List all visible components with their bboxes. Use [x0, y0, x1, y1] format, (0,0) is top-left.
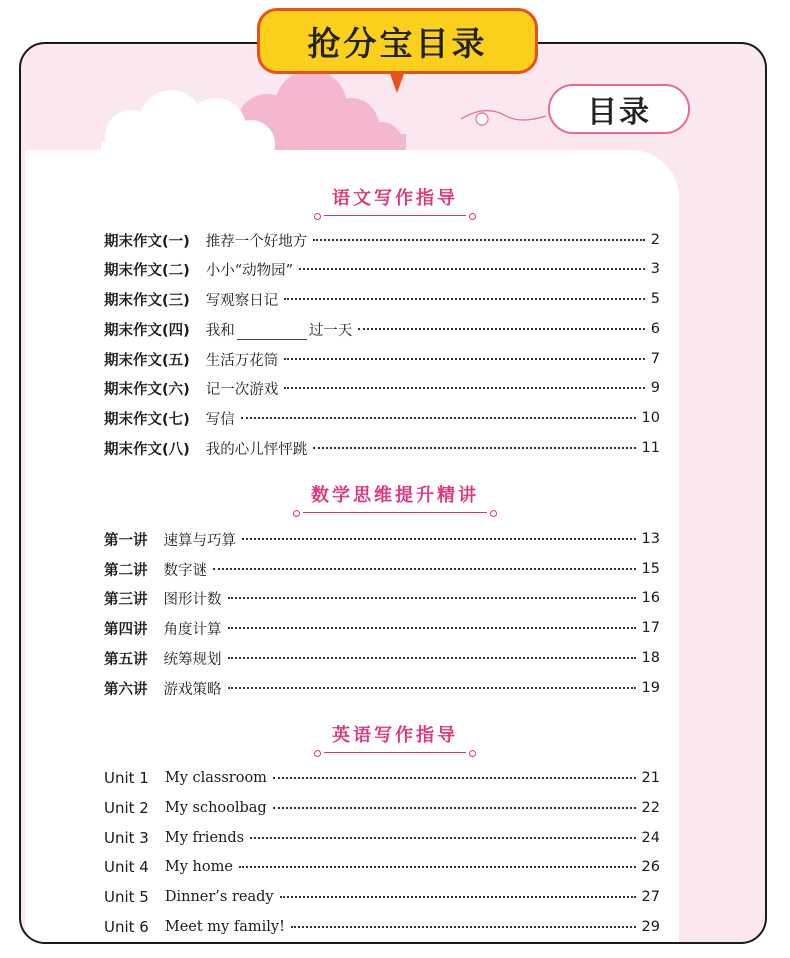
- entry-title: 写观察日记: [205, 292, 279, 309]
- entry-title: 角度计算: [163, 621, 222, 638]
- dot-leader: [239, 866, 636, 868]
- entry-label: 第一讲: [104, 532, 148, 549]
- entry-label: 期末作文(一): [104, 233, 190, 250]
- section-title-english-writing: 英语写作指导: [0, 721, 790, 753]
- entry-page: 13: [641, 531, 660, 547]
- dot-leader: [358, 328, 645, 330]
- dot-leader: [213, 568, 636, 570]
- toc-entry[interactable]: [104, 348, 660, 370]
- entry-title: 推荐一个好地方: [205, 233, 308, 250]
- dot-leader: [228, 597, 636, 599]
- entry-page: 26: [641, 859, 660, 875]
- banner-title: 抢分宝目录: [257, 8, 538, 74]
- entry-page: 3: [650, 261, 660, 277]
- entry-title: Meet my family!: [164, 919, 285, 935]
- toc-entry[interactable]: [104, 437, 660, 459]
- entry-label: 第三讲: [104, 591, 148, 608]
- toc-entry[interactable]: [104, 916, 660, 938]
- entry-page: 22: [641, 800, 660, 816]
- dot-leader: [228, 627, 636, 629]
- entry-page: 17: [641, 620, 660, 636]
- dot-leader: [242, 538, 636, 540]
- banner-pointer: [389, 71, 405, 93]
- dot-leader: [313, 447, 635, 449]
- entry-label: 第二讲: [104, 562, 148, 579]
- dot-leader: [284, 298, 645, 300]
- toc-entry[interactable]: [104, 229, 660, 251]
- entry-label: 期末作文(七): [104, 411, 190, 428]
- entry-page: 10: [641, 410, 660, 426]
- entry-label: Unit 1: [104, 769, 149, 787]
- entry-page: 18: [641, 650, 660, 666]
- toc-entry[interactable]: [104, 617, 660, 639]
- entry-label: 期末作文(四): [104, 322, 190, 339]
- entry-page: 19: [641, 680, 660, 696]
- toc-entry[interactable]: [104, 647, 660, 669]
- entry-title: 写信: [205, 411, 235, 428]
- entry-label: Unit 3: [104, 829, 149, 847]
- toc-entry[interactable]: [104, 558, 660, 580]
- dot-leader: [228, 687, 636, 689]
- entry-label: Unit 2: [104, 799, 149, 817]
- entry-title: My home: [164, 859, 233, 875]
- entry-title: My friends: [164, 830, 245, 846]
- entry-page: 6: [650, 321, 660, 337]
- entry-label: 期末作文(六): [104, 381, 190, 398]
- dot-leader: [291, 926, 636, 928]
- entry-page: 9: [650, 380, 660, 396]
- entry-page: 7: [650, 351, 660, 367]
- entry-title: 图形计数: [163, 591, 222, 608]
- entry-page: 2: [650, 232, 660, 248]
- toc-entry[interactable]: [104, 767, 660, 789]
- dot-leader: [280, 896, 636, 898]
- toc-entry[interactable]: [104, 886, 660, 908]
- dot-leader: [250, 837, 635, 839]
- dot-leader: [241, 417, 636, 419]
- toc-entry[interactable]: [104, 856, 660, 878]
- toc-entry[interactable]: [104, 797, 660, 819]
- entry-title: 游戏策略: [163, 681, 222, 698]
- dot-leader: [284, 358, 645, 360]
- dot-leader: [273, 807, 636, 809]
- dot-leader: [313, 239, 645, 241]
- entry-label: Unit 4: [104, 858, 149, 876]
- entry-label: Unit 6: [104, 918, 149, 936]
- toc-entry[interactable]: [104, 528, 660, 550]
- entry-title: 数字谜: [163, 562, 207, 579]
- toc-entry[interactable]: [104, 407, 660, 429]
- dot-leader: [284, 387, 645, 389]
- entry-page: 11: [641, 440, 660, 456]
- entry-label: 第四讲: [104, 621, 148, 638]
- entry-label: 第六讲: [104, 681, 148, 698]
- toc-entry[interactable]: [104, 318, 660, 340]
- entry-title: 统筹规划: [163, 651, 222, 668]
- entry-title: 我和 过一天: [205, 322, 353, 339]
- dot-leader: [299, 268, 645, 270]
- dot-leader: [273, 777, 636, 779]
- entry-title: My schoolbag: [164, 800, 267, 816]
- toc-entry[interactable]: [104, 258, 660, 280]
- dot-leader: [228, 657, 636, 659]
- fill-in-blank: [237, 325, 307, 340]
- section-title-math-thinking: 数学思维提升精讲: [0, 481, 790, 513]
- entry-page: 15: [641, 561, 660, 577]
- entry-page: 27: [641, 889, 660, 905]
- entry-title: 记一次游戏: [205, 381, 279, 398]
- entry-title: 生活万花筒: [205, 352, 279, 369]
- entry-title: Dinner’s ready: [164, 889, 274, 905]
- toc-badge: 目录: [548, 84, 690, 134]
- entry-page: 16: [641, 590, 660, 606]
- toc-entry[interactable]: [104, 377, 660, 399]
- section-title-chinese-writing: 语文写作指导: [0, 184, 790, 216]
- entry-label: 期末作文(八): [104, 441, 190, 458]
- toc-entry[interactable]: [104, 587, 660, 609]
- entry-title: My classroom: [164, 770, 267, 786]
- entry-page: 29: [641, 919, 660, 935]
- entry-page: 5: [650, 291, 660, 307]
- entry-label: 期末作文(五): [104, 352, 190, 369]
- entry-title: 速算与巧算: [163, 532, 236, 549]
- entry-label: 第五讲: [104, 651, 148, 668]
- entry-label: Unit 5: [104, 888, 149, 906]
- toc-entry[interactable]: [104, 677, 660, 699]
- entry-label: 期末作文(三): [104, 292, 190, 309]
- toc-entry[interactable]: [104, 827, 660, 849]
- toc-entry[interactable]: [104, 288, 660, 310]
- entry-label: 期末作文(二): [104, 262, 190, 279]
- entry-page: 21: [641, 770, 660, 786]
- entry-title: 我的心儿怦怦跳: [205, 441, 308, 458]
- entry-page: 24: [641, 830, 660, 846]
- entry-title: 小小“动物园”: [205, 262, 294, 279]
